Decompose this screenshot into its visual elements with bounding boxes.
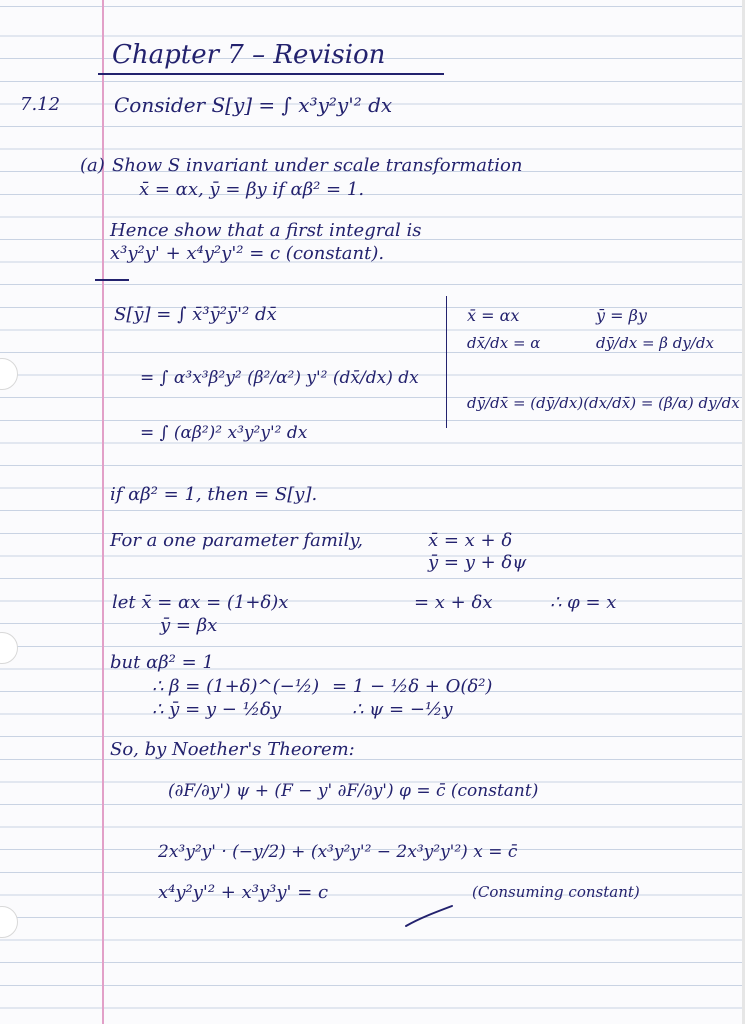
derivation-line-2: = ∫ α³x³β²y² (β²/α²) y'² (dx̄/dx) dx: [140, 368, 419, 388]
step-family-y: ȳ = y + δψ: [428, 552, 527, 573]
step-beta: ∴ β = (1+δ)^(−½): [152, 676, 320, 697]
side-dx: dx̄/dx = α: [467, 334, 541, 352]
noether-formula: (∂F/∂y') ψ + (F − y' ∂F/∂y') φ = c̄ (constant): [168, 781, 539, 801]
side-y-scale: ȳ = βy: [596, 306, 647, 325]
derivation-line-1: S[ȳ] = ∫ x̄³ȳ²ȳ'² dx̄: [114, 304, 277, 325]
side-x-scale: x̄ = αx: [467, 306, 520, 325]
derivation-line-3: = ∫ (αβ²)² x³y²y'² dx: [140, 423, 308, 443]
noether-substitution: 2x³y²y' · (−y/2) + (x³y²y'² − 2x³y²y'²) x = c̄: [158, 842, 518, 862]
step-family: For a one parameter family,: [110, 530, 363, 551]
problem-statement: Consider S[y] = ∫ x³y²y'² dx: [114, 93, 393, 117]
step-family-x: x̄ = x + δ: [428, 530, 513, 551]
part-label: (a): [80, 155, 105, 176]
step-y-bar: ȳ = βx: [160, 615, 218, 636]
step-y-bar-expansion: ∴ ȳ = y − ½δy: [152, 699, 282, 720]
step-noether: So, by Noether's Theorem:: [110, 739, 355, 760]
result-note: (Consuming constant): [472, 883, 640, 901]
step-let-expand: = x + δx: [414, 592, 493, 613]
problem-number: 7.12: [20, 94, 61, 115]
step-phi: ∴ φ = x: [550, 592, 617, 613]
part-a-line-3: Hence show that a first integral is: [110, 220, 422, 241]
part-a-line-4: x³y²y' + x⁴y²y'² = c (constant).: [110, 243, 385, 264]
step-beta-expansion: = 1 − ½δ + O(δ²): [332, 676, 493, 697]
part-a-line-2: x̄ = αx, ȳ = βy if αβ² = 1.: [139, 179, 365, 200]
side-chain-rule: dȳ/dx̄ = (dȳ/dx)(dx/dx̄) = (β/α) dy/dx: [467, 394, 740, 412]
side-dy: dȳ/dx = β dy/dx: [596, 334, 714, 352]
step-but: but αβ² = 1: [110, 652, 214, 673]
first-integral-result: x⁴y²y'² + x³y³y' = c: [158, 882, 329, 903]
step-let: let x̄ = αx = (1+δ)x: [112, 592, 289, 613]
part-a-line-1: Show S invariant under scale transformation: [112, 155, 523, 176]
step-condition: if αβ² = 1, then = S[y].: [110, 484, 318, 505]
step-psi: ∴ ψ = −½y: [352, 699, 453, 720]
page-title: Chapter 7 – Revision: [112, 40, 386, 70]
